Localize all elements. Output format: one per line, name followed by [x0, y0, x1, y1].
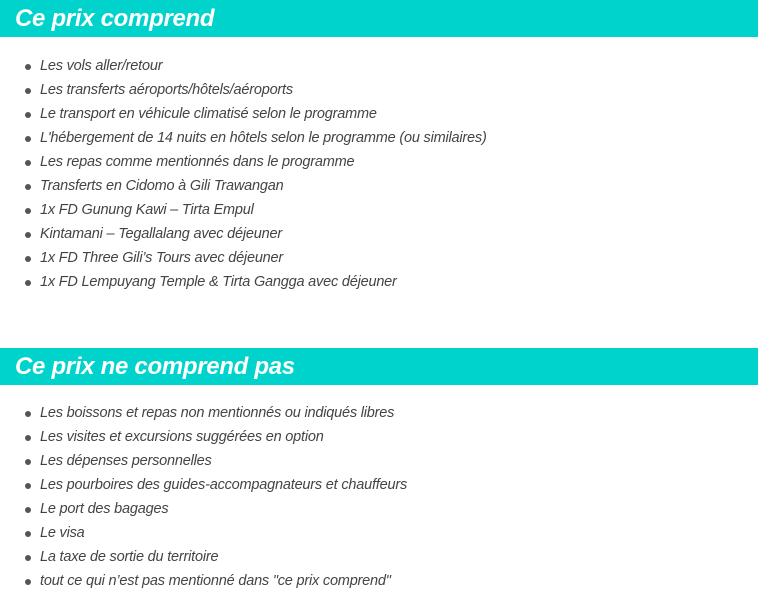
list-item-text: Les repas comme mentionnés dans le programme [40, 154, 355, 170]
bullet-icon [25, 435, 31, 441]
list-item [24, 222, 758, 246]
list-item-text: 1x FD Three Gili’s Tours avec déjeuner [40, 250, 284, 266]
bullet-icon [25, 64, 31, 70]
list-item [24, 569, 758, 593]
list-item-text: Le transport en véhicule climatisé selon le programme [40, 106, 377, 122]
included-section [0, 0, 758, 294]
bullet-icon [25, 136, 31, 142]
list-item-text: Les vols aller/retour [40, 58, 163, 74]
bullet-icon [25, 88, 31, 94]
list-item-text: L'hébergement de 14 nuits en hôtels selon le programme (ou similaires) [40, 130, 487, 146]
list-item-text: 1x FD Lempuyang Temple & Tirta Gangga avec déjeuner [40, 274, 397, 290]
bullet-icon [25, 184, 31, 190]
bullet-icon [25, 280, 31, 286]
list-item-text: tout ce qui n’est pas mentionné dans "ce prix comprend" [40, 573, 391, 589]
included-heading: Ce prix comprend [0, 0, 758, 37]
excluded-list [0, 401, 758, 593]
list-item [24, 425, 758, 449]
list-item [24, 150, 758, 174]
list-item-text: Les dépenses personnelles [40, 453, 212, 469]
bullet-icon [25, 483, 31, 489]
included-list [0, 54, 758, 294]
bullet-icon [25, 579, 31, 585]
list-item-text: Les transferts aéroports/hôtels/aéroports [40, 82, 293, 98]
excluded-section [0, 348, 758, 593]
list-item [24, 473, 758, 497]
list-item [24, 174, 758, 198]
list-item [24, 126, 758, 150]
list-item-text: Kintamani – Tegallalang avec déjeuner [40, 226, 282, 242]
list-item [24, 497, 758, 521]
list-item [24, 198, 758, 222]
bullet-icon [25, 112, 31, 118]
list-item [24, 54, 758, 78]
bullet-icon [25, 232, 31, 238]
list-item [24, 270, 758, 294]
bullet-icon [25, 507, 31, 513]
bullet-icon [25, 208, 31, 214]
bullet-icon [25, 531, 31, 537]
list-item [24, 246, 758, 270]
list-item [24, 545, 758, 569]
list-item [24, 78, 758, 102]
list-item-text: Transferts en Cidomo à Gili Trawangan [40, 178, 284, 194]
list-item-text: 1x FD Gunung Kawi – Tirta Empul [40, 202, 254, 218]
list-item [24, 102, 758, 126]
list-item-text: Les pourboires des guides-accompagnateurs et chauffeurs [40, 477, 408, 493]
bullet-icon [25, 555, 31, 561]
bullet-icon [25, 459, 31, 465]
list-item [24, 449, 758, 473]
list-item [24, 521, 758, 545]
list-item-text: Les boissons et repas non mentionnés ou indiqués libres [40, 405, 395, 421]
bullet-icon [25, 160, 31, 166]
list-item [24, 401, 758, 425]
list-item-text: Le visa [40, 525, 85, 541]
bullet-icon [25, 411, 31, 417]
bullet-icon [25, 256, 31, 262]
list-item-text: La taxe de sortie du territoire [40, 549, 219, 565]
excluded-heading: Ce prix ne comprend pas [0, 348, 758, 385]
list-item-text: Le port des bagages [40, 501, 169, 517]
list-item-text: Les visites et excursions suggérées en option [40, 429, 324, 445]
